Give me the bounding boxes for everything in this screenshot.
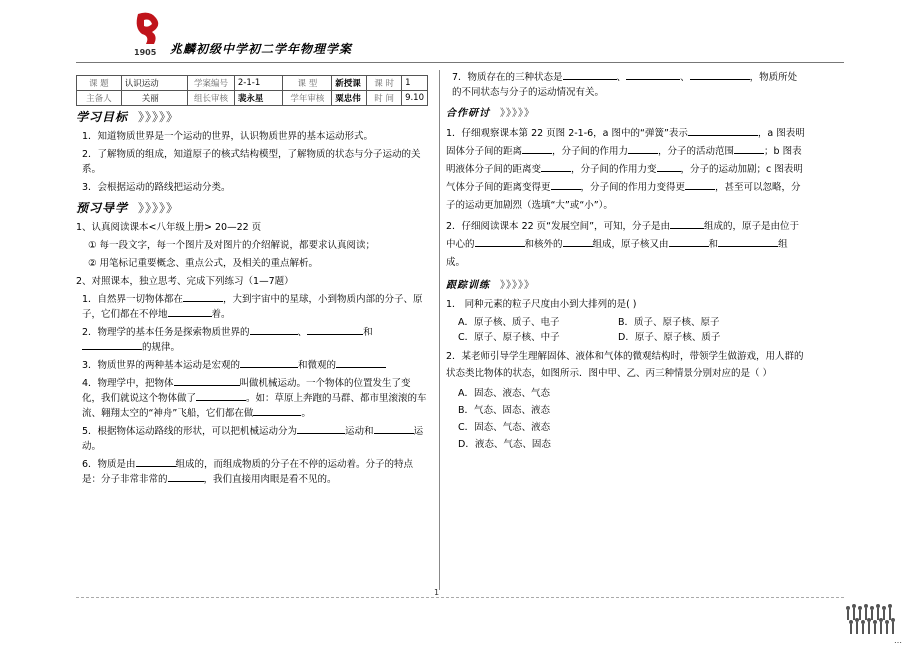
- q4-text-a: 4．物理学中，把物体: [82, 378, 174, 389]
- track-q1-options-row-2: [458, 330, 806, 345]
- track-q1-options-row-1: [458, 315, 806, 330]
- coop-heading: [446, 106, 806, 121]
- q4-text-c: 。如：草原上奔跑的马群、都市里滚滚的车流、翱翔太空的“神舟”飞船，它们都在做: [82, 393, 427, 419]
- track-question-2: 2．某老师引导学生理解固体、液体和气体的微观结构时，带领学生做游戏，用人群的状态类比物体的状态，如图所示．图中甲、乙、丙三种情景分别对应的是（ ）: [446, 351, 804, 379]
- q1-text-c: 着。: [211, 309, 231, 320]
- question-6: [76, 457, 428, 487]
- value-topic: 认识运动: [121, 76, 187, 91]
- coop-question-2: [446, 218, 806, 272]
- header-rule: [76, 62, 844, 63]
- question-4: [76, 376, 428, 421]
- right-column: [446, 70, 806, 453]
- c1-text-d: ，分子的活动范围: [658, 146, 735, 157]
- q6-text-a: 6．物质是由: [82, 459, 136, 470]
- value-author: 关丽: [121, 91, 187, 106]
- q5-blank-2[interactable]: [374, 424, 414, 434]
- track-question-1: 1． 同种元素的粒子尺度由小到大排列的是( ): [446, 299, 637, 310]
- q2-text-d: 的规律。: [142, 342, 181, 353]
- label-lesson-type: 课 型: [283, 76, 332, 91]
- c1-blank-7[interactable]: [551, 180, 581, 190]
- label-group-review: 组长审核: [188, 91, 235, 106]
- value-group-review: 裴永星: [234, 91, 283, 106]
- q7-blank-2[interactable]: [626, 70, 680, 80]
- q4-text-d: 。: [301, 408, 311, 419]
- coop-title: 合作研讨: [446, 108, 490, 119]
- c1-text-i: ，甚至可以忽略，分子的运动更加剧烈（选填“大”或“小”）。: [446, 182, 801, 211]
- c1-text-e: ；b 图表明液体分子间的距离变: [446, 146, 802, 175]
- c1-blank-6[interactable]: [657, 162, 681, 172]
- value-date: 9.10: [402, 91, 428, 106]
- c2-text-e: 和: [708, 239, 719, 250]
- question-7: [446, 70, 806, 100]
- footer-ellipsis: …: [894, 636, 902, 645]
- c1-text-g: ，分子的运动加剧；c 图表明气体分子间的距离变得更: [446, 164, 803, 193]
- goals-heading: [76, 110, 428, 125]
- q7-text-a: 7．物质存在的三种状态是: [452, 72, 563, 83]
- preview-heading: [76, 201, 428, 216]
- c2-text-d: 组成，原子核又由: [592, 239, 669, 250]
- info-row-1: [77, 76, 428, 91]
- q3-text-a: 3．物质世界的两种基本运动是宏观的: [82, 360, 241, 371]
- c2-text-c: 和核外的: [524, 239, 563, 250]
- question-5: [76, 424, 428, 454]
- q3-text-b: 和微观的: [298, 360, 337, 371]
- school-logo: [128, 10, 172, 58]
- q6-blank-1[interactable]: [136, 457, 176, 467]
- track-arrows: 》》》》》: [500, 280, 535, 291]
- value-grade-review: 粟忠伟: [332, 91, 367, 106]
- goals-arrows: 》》》》》: [138, 110, 180, 124]
- q5-text-a: 5．根据物体运动路线的形状，可以把机械运动分为: [82, 426, 298, 437]
- logo-year: 1905: [134, 48, 157, 57]
- c1-blank-5[interactable]: [541, 162, 571, 172]
- q2-blank-1[interactable]: [250, 325, 298, 335]
- track-q1-option-a[interactable]: A．原子核、质子、电子: [458, 317, 560, 328]
- q6-text-b: 组成的，而组成物质的分子在不停的运动着。分子的特点是：分子非常非常的: [82, 459, 414, 485]
- q1-blank-2[interactable]: [168, 307, 212, 317]
- c2-blank-3[interactable]: [563, 237, 593, 247]
- c1-text-c: ，分子间的作用力: [552, 146, 629, 157]
- track-q1-option-b[interactable]: B．质子、原子核、原子: [618, 317, 720, 328]
- left-column: [76, 108, 428, 490]
- track-q2-options: [446, 385, 806, 453]
- coop-arrows: 》》》》》: [500, 108, 535, 119]
- preview-tip-1: ① 每一段文字，每一个图片及对图片的介绍解说，都要求认真阅读；: [88, 240, 376, 251]
- q7-text-b: 、: [616, 72, 627, 83]
- c2-text-a: 2．仔细阅读课本 22 页“发展空间”，可知，分子是由: [446, 221, 671, 232]
- q2-blank-3[interactable]: [82, 340, 142, 350]
- label-grade-review: 学年审核: [283, 91, 332, 106]
- question-1: [76, 292, 428, 322]
- q2-text-c: 和: [363, 327, 373, 338]
- q3-blank-2[interactable]: [336, 358, 386, 368]
- c1-text-b: ，a 图表明固体分子间的距离: [446, 128, 805, 157]
- preview-task: 2、对照课本，独立思考、完成下列练习（1—7题）: [76, 276, 294, 287]
- preview-intro: 1、认真阅读课本<八年级上册> 20—22 页: [76, 222, 262, 233]
- q4-blank-3[interactable]: [253, 406, 301, 416]
- question-3: [76, 358, 428, 373]
- c2-blank-2[interactable]: [475, 237, 525, 247]
- q6-blank-2[interactable]: [168, 472, 204, 482]
- track-q1-options: [446, 315, 806, 345]
- q6-text-c: ，我们直接用肉眼是看不见的。: [203, 474, 337, 485]
- label-periods: 课 时: [367, 76, 402, 91]
- question-2: [76, 325, 428, 355]
- q5-text-b: 运动和: [345, 426, 374, 437]
- crowd-illustration: [842, 598, 902, 638]
- goal-item-1: 1．知道物质世界是一个运动的世界，认识物质世界的基本运动形式。: [82, 131, 374, 142]
- track-q1-option-d[interactable]: D．原子、原子核、质子: [618, 332, 721, 343]
- c1-blank-3[interactable]: [628, 144, 658, 154]
- track-q1-option-c[interactable]: C．原子、原子核、中子: [458, 332, 560, 343]
- track-q2-option-b[interactable]: B．气态、固态、液态: [458, 405, 551, 416]
- q5-text-c: 运动。: [82, 426, 424, 452]
- preview-arrows: 》》》》》: [138, 201, 180, 215]
- page-number: 1: [434, 588, 440, 597]
- c1-blank-2[interactable]: [522, 144, 552, 154]
- info-row-2: [77, 91, 428, 106]
- q1-text-b: ，大到宇宙中的星球，小到物质内部的分子、原子，它们都在不停地: [82, 294, 423, 320]
- footer-rule: [76, 597, 844, 598]
- q4-text-b: 叫做机械运动。一个物体的位置发生了变化，我们就说这个物体做了: [82, 378, 411, 404]
- c1-text-a: 1．仔细观察课本第 22 页图 2-1-6，a 图中的“弹簧”表示: [446, 128, 688, 139]
- c1-blank-4[interactable]: [734, 144, 764, 154]
- q2-blank-2[interactable]: [307, 325, 363, 335]
- label-case-number: 学案编号: [188, 76, 235, 91]
- c2-text-f: 组成。: [446, 239, 788, 268]
- label-date: 时 间: [367, 91, 402, 106]
- value-lesson-type: 新授课: [332, 76, 367, 91]
- c1-blank-8[interactable]: [685, 180, 715, 190]
- track-q2-option-c[interactable]: C．固态、气态、液态: [458, 422, 551, 433]
- track-q2-option-d[interactable]: D．液态、气态、固态: [458, 439, 551, 450]
- q3-blank-1[interactable]: [240, 358, 298, 368]
- track-heading: [446, 278, 806, 293]
- q7-blank-1[interactable]: [563, 70, 617, 80]
- goals-title: 学习目标: [76, 110, 129, 124]
- q7-text-d: ，物质所处的不同状态与分子的运动情况有关。: [452, 72, 798, 98]
- q4-blank-1[interactable]: [174, 376, 240, 386]
- goal-item-3: 3．会根据运动的路线把运动分类。: [82, 182, 231, 193]
- q7-blank-3[interactable]: [690, 70, 750, 80]
- preview-tip-2: ② 用笔标记重要概念、重点公式，及相关的重点解析。: [88, 258, 319, 269]
- q1-text-a: 1．自然界一切物体都在: [82, 294, 184, 305]
- label-topic: 课 题: [77, 76, 122, 91]
- c2-blank-4[interactable]: [669, 237, 709, 247]
- q2-text-a: 2．物理学的基本任务是探索物质世界的: [82, 327, 250, 338]
- track-title: 跟踪训练: [446, 280, 490, 291]
- goal-item-2: 2．了解物质的组成，知道原子的核式结构模型，了解物质的状态与分子运动的关系。: [82, 149, 421, 175]
- track-q2-option-a[interactable]: A．固态、液态、气态: [458, 388, 550, 399]
- school-title: 兆麟初级中学初二学年物理学案: [170, 42, 353, 56]
- q7-text-c: 、: [680, 72, 690, 83]
- c2-blank-1[interactable]: [670, 219, 704, 229]
- label-author: 主备人: [77, 91, 122, 106]
- c1-blank-1[interactable]: [688, 126, 758, 136]
- q5-blank-1[interactable]: [297, 424, 345, 434]
- c2-text-b: 组成的，原子是由位于中心的: [446, 221, 800, 250]
- value-case-number: 2-1-1: [234, 76, 283, 91]
- c1-text-h: ，分子间的作用力变得更: [580, 182, 686, 193]
- column-divider: [439, 70, 440, 590]
- q4-blank-2[interactable]: [196, 391, 246, 401]
- preview-title: 预习导学: [76, 201, 129, 215]
- c2-blank-5[interactable]: [718, 237, 778, 247]
- q2-text-b: 、: [297, 327, 308, 338]
- c1-text-f: ，分子间的作用力变: [571, 164, 657, 175]
- value-periods: 1: [402, 76, 428, 91]
- q1-blank-1[interactable]: [183, 292, 223, 302]
- info-table: [76, 75, 428, 106]
- coop-question-1: [446, 125, 806, 215]
